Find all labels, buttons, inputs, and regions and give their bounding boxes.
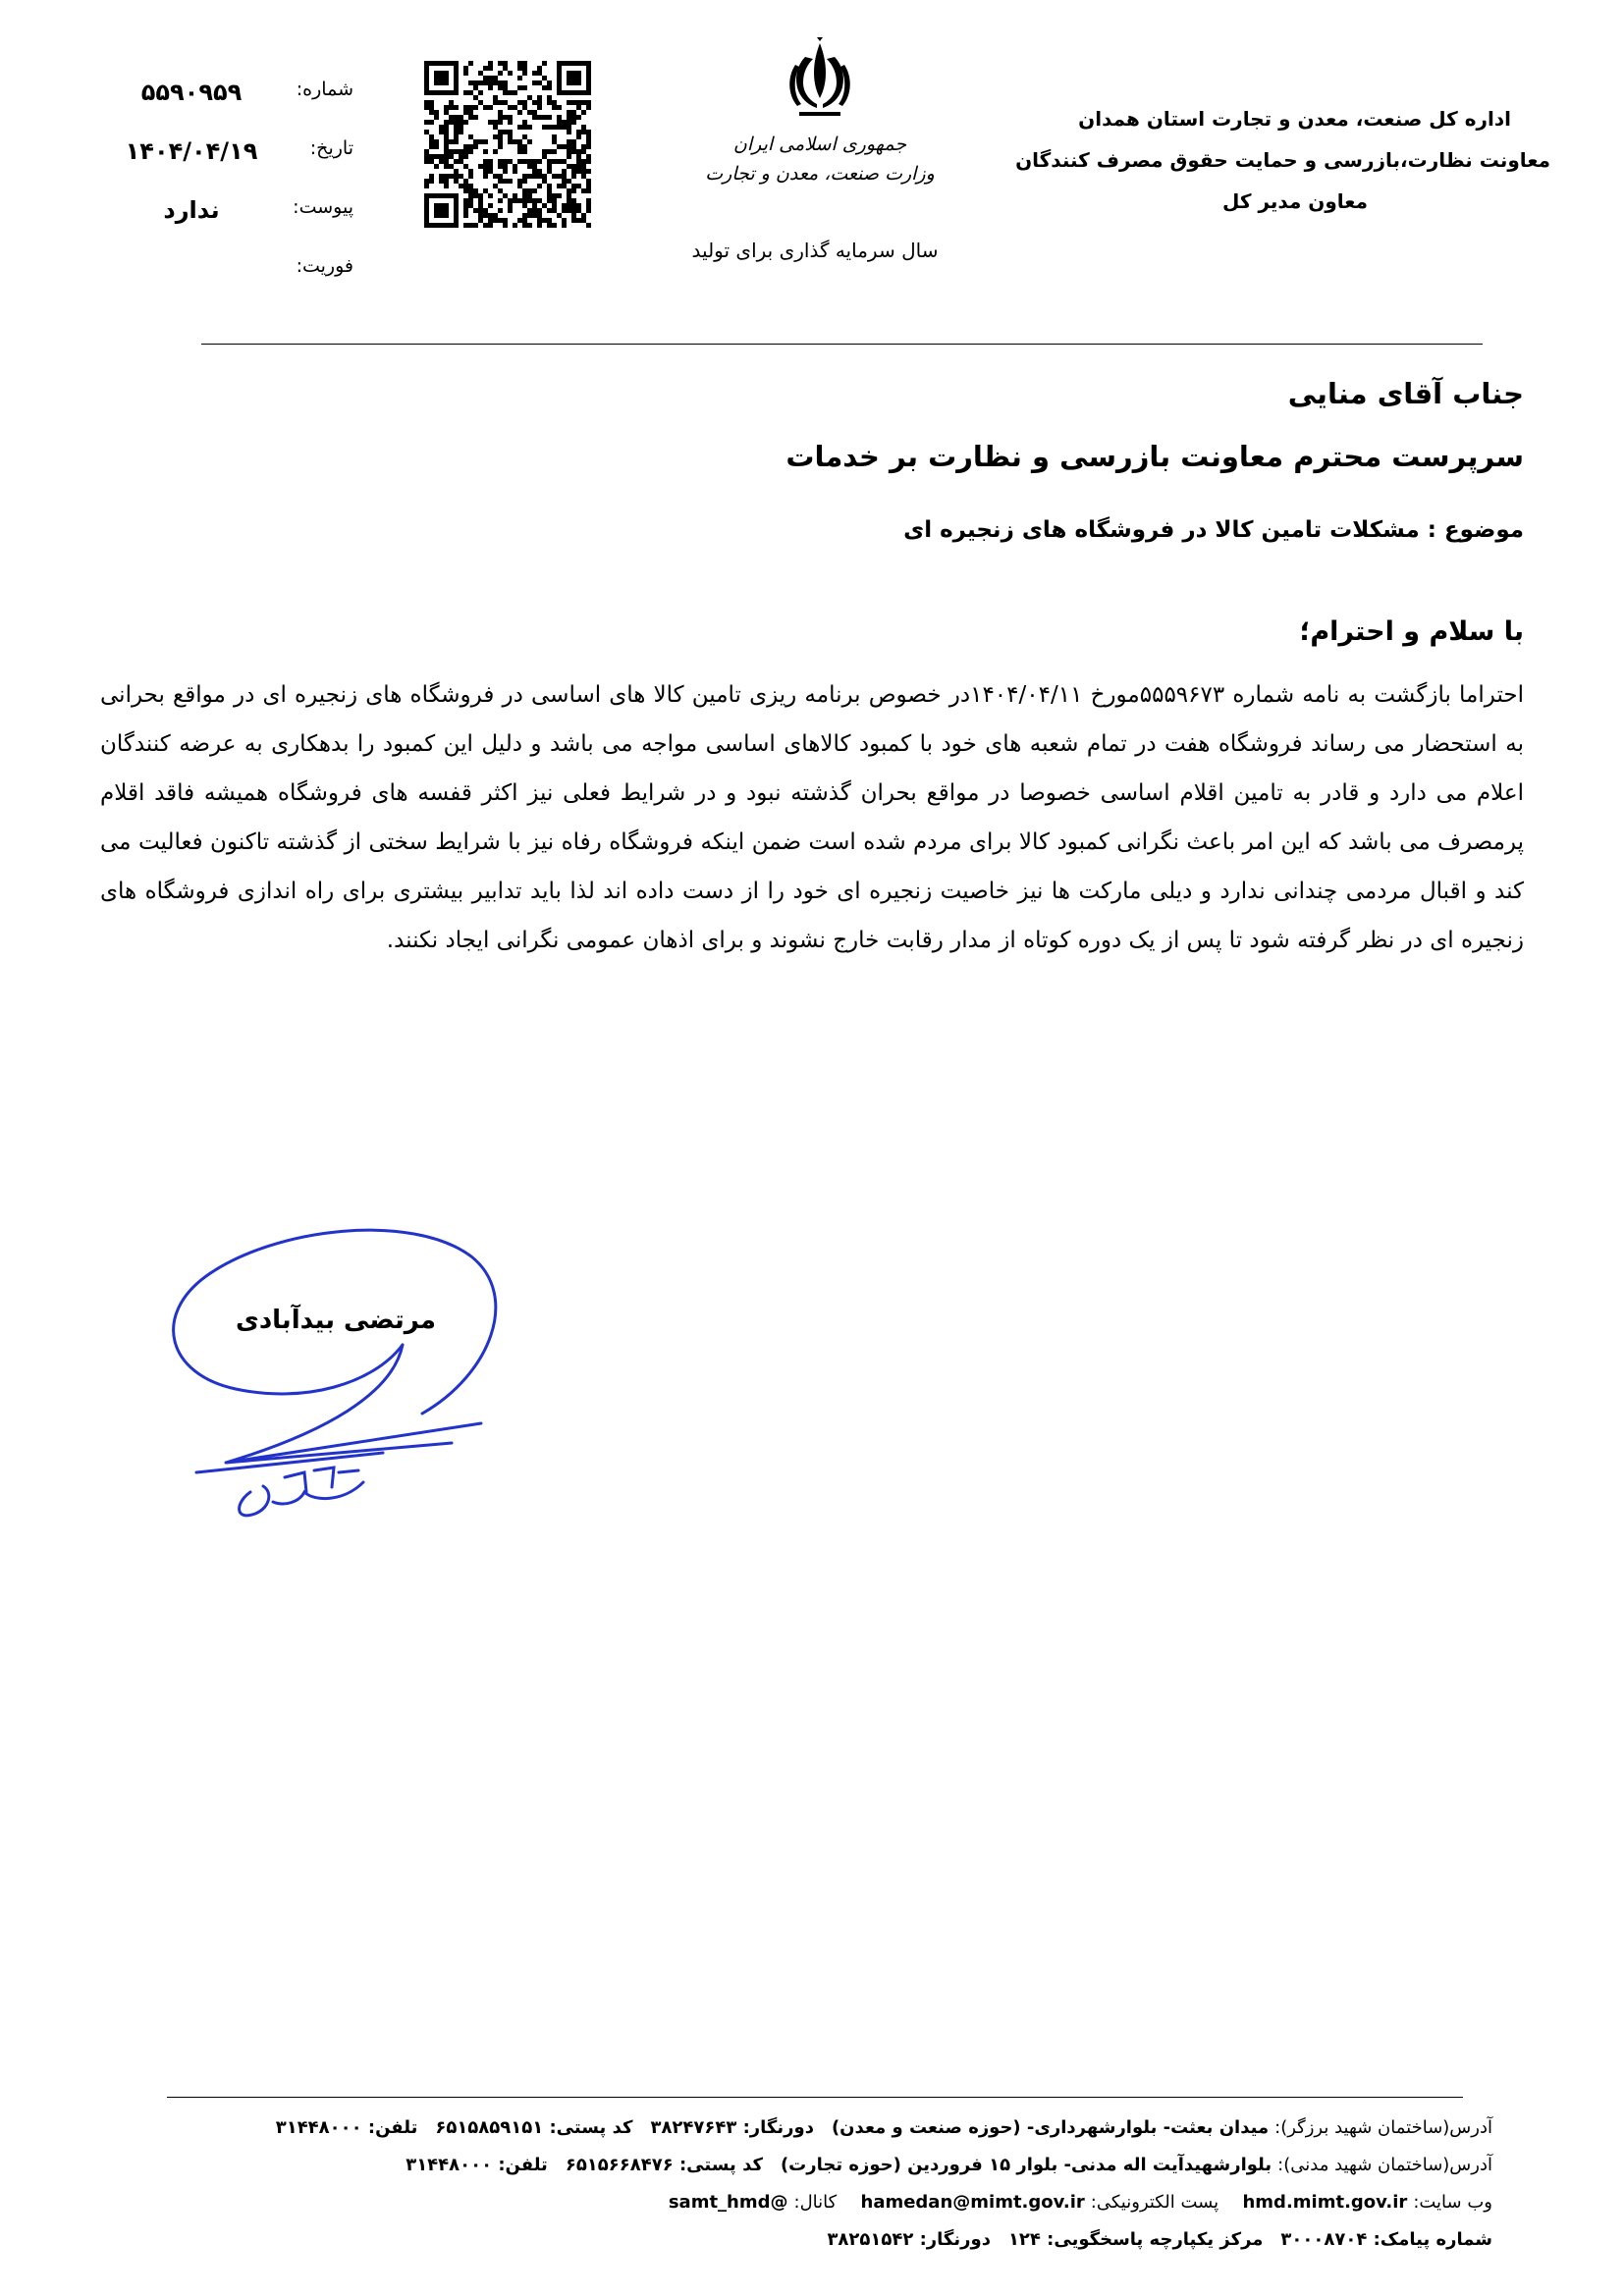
recipient-name: جناب آقای منایی xyxy=(1287,377,1524,410)
handwritten-signature-icon xyxy=(157,1207,569,1522)
footer-line-2 xyxy=(388,2155,1492,2175)
ministry-name xyxy=(673,130,967,188)
email-label: پست الکترونیکی: xyxy=(1090,2192,1219,2213)
meta-attachment xyxy=(118,196,353,236)
address2: بلوارشهیدآیت اله مدنی- بلوار ۱۵ فروردین (حوزه تجارت) xyxy=(780,2155,1272,2175)
office-header xyxy=(1015,98,1550,222)
footer-line-1 xyxy=(258,2117,1492,2138)
attachment-value: ندارد xyxy=(163,196,220,224)
office-line-3: معاون مدیر کل xyxy=(1222,189,1368,213)
header-divider xyxy=(201,344,1483,345)
number-label: شماره: xyxy=(296,79,353,100)
attachment-label: پیوست: xyxy=(293,196,353,218)
number-value: ۵۵۹۰۹۵۹ xyxy=(140,79,243,106)
date-label: تاریخ: xyxy=(309,137,353,159)
email-link[interactable]: hamedan@mimt.gov.ir xyxy=(860,2192,1085,2213)
meta-urgency xyxy=(118,255,353,294)
meta-date xyxy=(118,137,353,177)
website-label: وب سایت: xyxy=(1413,2192,1492,2213)
fax2: دورنگار: ۳۸۲۵۱۵۴۲ xyxy=(827,2229,991,2250)
address1: میدان بعثت- بلوارشهرداری- (حوزه صنعت و معدن) xyxy=(831,2117,1270,2138)
meta-number xyxy=(118,79,353,118)
ministry-logo xyxy=(673,37,967,188)
recipient-title: سرپرست محترم معاونت بازرسی و نظارت بر خدمات xyxy=(785,440,1524,473)
postal2: کد پستی: ۶۵۱۵۶۶۸۴۷۶ xyxy=(565,2155,763,2175)
iran-emblem-icon xyxy=(766,37,874,126)
year-slogan: سال سرمایه گذاری برای تولید xyxy=(691,239,939,262)
website-link[interactable]: hmd.mimt.gov.ir xyxy=(1242,2192,1408,2213)
signer-name: مرتضی بیدآبادی xyxy=(236,1306,437,1335)
letter-subject: موضوع : مشکلات تامین کالا در فروشگاه های زنجیره ای xyxy=(903,517,1524,543)
phone2: تلفن: ۳۱۴۴۸۰۰۰ xyxy=(406,2155,548,2175)
letter-body: احتراما بازگشت به نامه شماره ۵۵۵۹۶۷۳مورخ ۱۴۰۴/۰۴/۱۱در خصوص برنامه ریزی تامین کالا های اساسی در فروشگاه های زنجیره ای در مواقع بحرانی به استحضار می رساند فروشگاه هفت در تمام شعبه های خود با کمبود کالاهای اساسی مواجه می باشد و دلیل این کمبود را بدهکاری به عرضه کنندگان اعلام می دارد و قادر به تامین اقلام اساسی خصوصا در مواقع بحران گذشته نبود و در شرایط فعلی نیز اکثر قفسه های فروشگاه همیشه فاقد اقلام پرمصرف می باشد که این امر باعث نگرانی کمبود کالا برای مردم شده است ضمن اینکه فروشگاه رفاه نیز با شرایط سختی از گذشته تاکنون فعالیت می کند و اقبال مردمی چندانی ندارد و دیلی مارکت ها نیز خاصیت زنجیره ای خود را از دست داده اند لذا باید تدابیر بیشتری برای راه اندازی فروشگاه های زنجیره ای در نظر گرفته شود تا پس از یک دوره کوتاه از مدار رقابت خارج نشوند و برای اذهان عمومی نگرانی ایجاد نکنند. xyxy=(100,682,1525,953)
ministry-line-1: جمهوری اسلامی ایران xyxy=(732,133,907,155)
call-center: مرکز یکپارچه پاسخگویی: ۱۲۴ xyxy=(1007,2229,1264,2250)
office-line-2: معاونت نظارت،بازرسی و حمایت حقوق مصرف کنندگان xyxy=(1015,148,1550,172)
date-value: ۱۴۰۴/۰۴/۱۹ xyxy=(125,137,258,165)
address2-label: آدرس(ساختمان شهید مدنی): xyxy=(1277,2155,1492,2175)
sms-number: شماره پیامک: ۳۰۰۰۸۷۰۴ xyxy=(1280,2229,1492,2250)
postal1: کد پستی: ۶۵۱۵۸۵۹۱۵۱ xyxy=(435,2117,633,2138)
ministry-line-2: وزارت صنعت، معدن و تجارت xyxy=(705,163,935,185)
qr-code-icon xyxy=(424,61,591,228)
footer-line-3 xyxy=(651,2192,1492,2213)
fax1: دورنگار: ۳۸۲۴۷۶۴۳ xyxy=(650,2117,814,2138)
channel-label: کانال: xyxy=(793,2192,838,2213)
office-line-1: اداره کل صنعت، معدن و تجارت استان همدان xyxy=(1078,107,1511,131)
footer-line-4 xyxy=(809,2229,1492,2250)
footer-divider xyxy=(167,2097,1463,2098)
letter-greeting: با سلام و احترام؛ xyxy=(1299,616,1524,647)
phone1: تلفن: ۳۱۴۴۸۰۰۰ xyxy=(275,2117,418,2138)
address1-label: آدرس(ساختمان شهید برزگر): xyxy=(1274,2117,1492,2138)
channel-link[interactable]: @samt_hmd xyxy=(668,2192,788,2213)
urgency-label: فوریت: xyxy=(296,255,353,277)
